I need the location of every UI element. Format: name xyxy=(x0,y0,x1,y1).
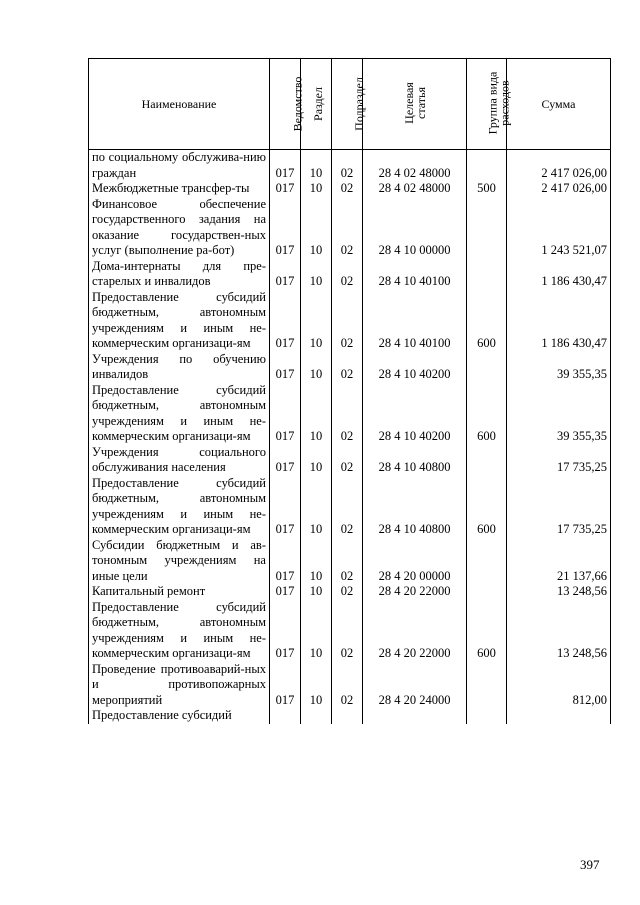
cell-sum: 39 355,35 xyxy=(507,383,611,445)
table-row xyxy=(89,181,611,197)
cell-sum: 2 417 026,00 xyxy=(507,181,611,197)
cell-target: 28 4 10 40800 xyxy=(363,445,467,476)
cell-subsection: 02 xyxy=(332,290,363,352)
cell-dept xyxy=(270,708,301,724)
cell-group: 600 xyxy=(467,476,507,538)
cell-subsection: 02 xyxy=(332,352,363,383)
cell-dept: 017 xyxy=(270,290,301,352)
cell-subsection: 02 xyxy=(332,150,363,182)
cell-sum: 1 186 430,47 xyxy=(507,290,611,352)
cell-group: 600 xyxy=(467,383,507,445)
header-dept-label: Ведомство xyxy=(290,76,305,131)
cell-section: 10 xyxy=(301,445,332,476)
header-sum-label: Сумма xyxy=(541,96,576,111)
cell-subsection: 02 xyxy=(332,383,363,445)
cell-dept: 017 xyxy=(270,662,301,709)
cell-sum: 17 735,25 xyxy=(507,445,611,476)
cell-dept: 017 xyxy=(270,538,301,585)
cell-section: 10 xyxy=(301,383,332,445)
cell-target: 28 4 10 00000 xyxy=(363,197,467,259)
cell-subsection: 02 xyxy=(332,476,363,538)
cell-group xyxy=(467,150,507,182)
cell-group xyxy=(467,445,507,476)
budget-table xyxy=(88,58,611,724)
cell-sum: 812,00 xyxy=(507,662,611,709)
cell-section: 10 xyxy=(301,352,332,383)
cell-section: 10 xyxy=(301,476,332,538)
cell-name: Предоставление субсидий бюджетным, автономным учреждениям и иным не-коммерческим организаци-ям xyxy=(89,600,270,662)
header-sum xyxy=(507,59,611,150)
table-row xyxy=(89,708,611,724)
cell-name: Предоставление субсидий бюджетным, автономным учреждениям и иным не-коммерческим организаци-ям xyxy=(89,290,270,352)
cell-section: 10 xyxy=(301,538,332,585)
table-row xyxy=(89,290,611,352)
table-row xyxy=(89,445,611,476)
cell-group xyxy=(467,538,507,585)
cell-group xyxy=(467,197,507,259)
cell-target: 28 4 02 48000 xyxy=(363,181,467,197)
cell-section: 10 xyxy=(301,197,332,259)
cell-target: 28 4 10 40100 xyxy=(363,259,467,290)
cell-group xyxy=(467,662,507,709)
cell-subsection: 02 xyxy=(332,584,363,600)
cell-target: 28 4 02 48000 xyxy=(363,150,467,182)
cell-dept: 017 xyxy=(270,383,301,445)
cell-group: 600 xyxy=(467,290,507,352)
cell-section: 10 xyxy=(301,662,332,709)
cell-group xyxy=(467,708,507,724)
cell-target: 28 4 10 40800 xyxy=(363,476,467,538)
cell-name: Предоставление субсидий бюджетным, автономным учреждениям и иным не-коммерческим организаци-ям xyxy=(89,383,270,445)
cell-target: 28 4 10 40200 xyxy=(363,352,467,383)
cell-section xyxy=(301,708,332,724)
page-number: 397 xyxy=(580,857,600,872)
cell-dept: 017 xyxy=(270,259,301,290)
header-section xyxy=(301,59,332,150)
cell-group: 500 xyxy=(467,181,507,197)
cell-name: Предоставление субсидий бюджетным, автономным учреждениям и иным не-коммерческим организаци-ям xyxy=(89,476,270,538)
cell-group xyxy=(467,584,507,600)
cell-dept: 017 xyxy=(270,476,301,538)
cell-target: 28 4 10 40200 xyxy=(363,383,467,445)
table-row xyxy=(89,584,611,600)
header-name-label: Наименование xyxy=(141,96,217,111)
cell-target: 28 4 20 00000 xyxy=(363,538,467,585)
header-section-label: Раздел xyxy=(310,86,325,121)
cell-sum: 21 137,66 xyxy=(507,538,611,585)
cell-name: Учреждения по обучению инвалидов xyxy=(89,352,270,383)
cell-subsection: 02 xyxy=(332,538,363,585)
cell-subsection: 02 xyxy=(332,662,363,709)
cell-sum: 13 248,56 xyxy=(507,584,611,600)
cell-dept: 017 xyxy=(270,197,301,259)
header-group-line1: Группа вида xyxy=(485,71,500,135)
cell-group: 600 xyxy=(467,600,507,662)
cell-target: 28 4 20 22000 xyxy=(363,584,467,600)
cell-name: Капитальный ремонт xyxy=(89,584,270,600)
cell-name: Предоставление субсидий xyxy=(89,708,270,724)
cell-section: 10 xyxy=(301,181,332,197)
table-row xyxy=(89,476,611,538)
cell-subsection: 02 xyxy=(332,600,363,662)
header-dept xyxy=(270,59,305,150)
cell-dept: 017 xyxy=(270,181,301,197)
header-group-line2: расходов xyxy=(497,80,512,126)
header-target-label xyxy=(402,82,426,124)
table-row xyxy=(89,600,611,662)
cell-name: Дома-интернаты для пре-старелых и инвалидов xyxy=(89,259,270,290)
cell-name: Межбюджетные трансфер-ты xyxy=(89,181,270,197)
cell-target: 28 4 20 22000 xyxy=(363,600,467,662)
cell-name: Субсидии бюджетным и ав-тономным учреждениям на иные цели xyxy=(89,538,270,585)
cell-dept: 017 xyxy=(270,445,301,476)
cell-subsection: 02 xyxy=(332,181,363,197)
cell-name: Проведение противоаварий-ных и противопожарных мероприятий xyxy=(89,662,270,709)
cell-dept: 017 xyxy=(270,150,301,182)
table-row xyxy=(89,197,611,259)
cell-sum: 1 243 521,07 xyxy=(507,197,611,259)
table-row xyxy=(89,150,611,182)
cell-target xyxy=(363,708,467,724)
table-body xyxy=(89,150,611,724)
cell-target: 28 4 20 24000 xyxy=(363,662,467,709)
cell-dept: 017 xyxy=(270,584,301,600)
cell-sum: 13 248,56 xyxy=(507,600,611,662)
cell-name: по социальному обслужива-нию граждан xyxy=(89,150,270,182)
cell-subsection: 02 xyxy=(332,259,363,290)
header-name xyxy=(89,59,270,150)
table-row xyxy=(89,662,611,709)
header-target xyxy=(363,59,467,150)
cell-dept: 017 xyxy=(270,352,301,383)
cell-group xyxy=(467,259,507,290)
cell-dept: 017 xyxy=(270,600,301,662)
cell-sum: 2 417 026,00 xyxy=(507,150,611,182)
cell-section: 10 xyxy=(301,150,332,182)
header-subsection xyxy=(332,59,366,150)
cell-subsection: 02 xyxy=(332,197,363,259)
table-row xyxy=(89,352,611,383)
cell-section: 10 xyxy=(301,259,332,290)
cell-group xyxy=(467,352,507,383)
cell-subsection xyxy=(332,708,363,724)
header-target-line1: Целевая xyxy=(401,82,416,124)
table-row xyxy=(89,538,611,585)
cell-sum: 1 186 430,47 xyxy=(507,259,611,290)
cell-section: 10 xyxy=(301,290,332,352)
header-group xyxy=(467,59,512,150)
table-row xyxy=(89,383,611,445)
cell-target: 28 4 10 40100 xyxy=(363,290,467,352)
cell-section: 10 xyxy=(301,584,332,600)
table-row xyxy=(89,259,611,290)
cell-name: Финансовое обеспечение государственного задания на оказание государствен-ных услуг (выполнение ра-бот) xyxy=(89,197,270,259)
header-group-label xyxy=(486,72,510,135)
header-subsection-label: Подраздел xyxy=(351,76,366,131)
cell-name: Учреждения социального обслуживания населения xyxy=(89,445,270,476)
cell-sum xyxy=(507,708,611,724)
cell-sum: 39 355,35 xyxy=(507,352,611,383)
cell-subsection: 02 xyxy=(332,445,363,476)
header-target-line2: статья xyxy=(413,87,428,119)
cell-sum: 17 735,25 xyxy=(507,476,611,538)
cell-section: 10 xyxy=(301,600,332,662)
table-header-row xyxy=(89,59,611,150)
